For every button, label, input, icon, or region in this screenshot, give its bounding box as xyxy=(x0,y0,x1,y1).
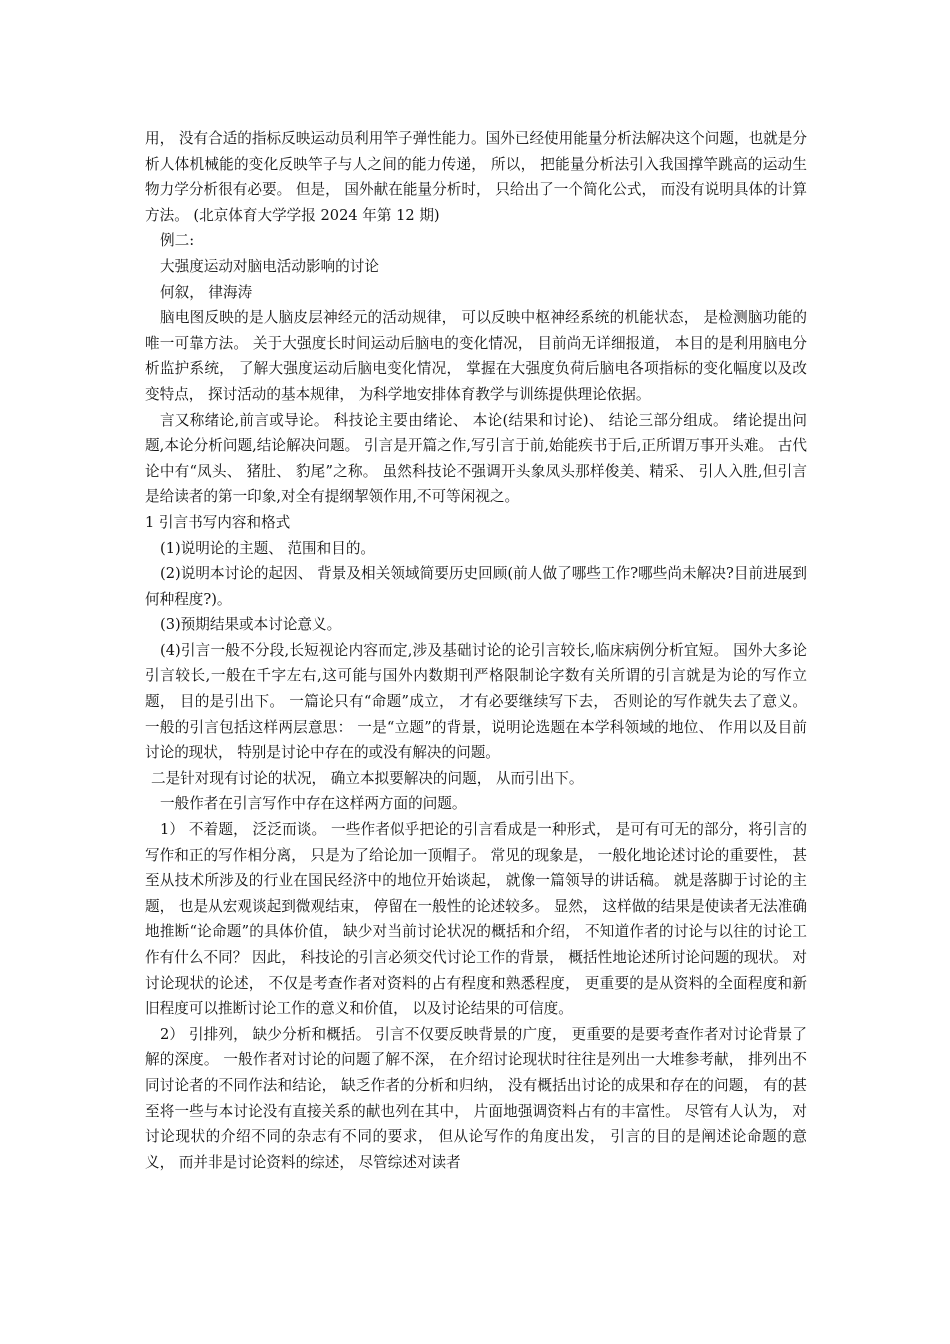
list-item: (2)说明本讨论的起因、 背景及相关领域简要历史回顾(前人做了哪些工作?哪些尚未解决?目前进展到何种程度?)。 xyxy=(145,565,807,608)
section-heading: 1 引言书写内容和格式 xyxy=(145,513,291,531)
example-abstract: 脑电图反映的是人脑皮层神经元的活动规律， 可以反映中枢神经系统的机能状态， 是检测脑功能的唯一可靠方法。 关于大强度长时间运动后脑电的变化情况， 目前尚无详细报道， 本目的是利用脑电分析监护系统， 了解大强度运动后脑电变化情况， 掌握在大强度负荷后脑电各项指标的变化幅度以及改变特点， 探讨活动的基本规律， 为科学地安排体育教学与训练提供理论依据。 xyxy=(145,309,807,403)
paragraph-continued: 用， 没有合适的指标反映运动员利用竿子弹性能力。国外已经使用能量分析法解决这个问题，也就是分析人体机械能的变化反映竿子与人之间的能力传递， 所以， 把能量分析法引入我国撑竿跳高的运动生物力学分析很有必要。 但是， 国外献在能量分析时， 只给出了一个简化公式， 而没有说明具体的计算方法。 (北京体育大学学报 2024 年第 12 期) xyxy=(145,130,807,224)
list-item: (1)说明论的主题、 范围和目的。 xyxy=(160,539,376,557)
example-title: 大强度运动对脑电活动影响的讨论 xyxy=(160,257,379,275)
problem-item: 2） 引排列， 缺少分析和概括。 引言不仅要反映背景的广度， 更重要的是要考查作者对讨论背景了解的深度。 一般作者对讨论的问题了解不深， 在介绍讨论现状时往往是列出一大堆参考献， 排列出不同讨论者的不同作法和结论， 缺乏作者的分析和归纳， 没有概括出讨论的成果和存在的问题， 有的甚至将一些与本讨论没有直接关系的献也列在其中， 片面地强调资料占有的丰富性。 尽管有人认为， 对讨论现状的介绍不同的杂志有不同的要求， 但从论写作的角度出发， 引言的目的是阐述论命题的意义， 而并非是讨论资料的综述， 尽管综述对读者 xyxy=(145,1025,807,1171)
document-body xyxy=(145,126,807,1175)
paragraph-introduction: 言又称绪论,前言或导论。 科技论主要由绪论、 本论(结果和讨论)、 结论三部分组成。 绪论提出问题,本论分析问题,结论解决问题。 引言是开篇之作,写引言于前,始能疾书于后,正所谓万事开头难。 古代论中有“凤头、 猪肚、 豹尾”之称。 虽然科技论不强调开头象凤头那样俊美、精采、 引人入胜,但引言是给读者的第一印象,对全有提纲挈领作用,不可等闲视之。 xyxy=(145,411,807,506)
paragraph-continued: 二是针对现有讨论的状况， 确立本拟要解决的问题， 从而引出下。 xyxy=(151,769,584,787)
paragraph: 一般作者在引言写作中存在这样两方面的问题。 xyxy=(160,795,467,813)
list-item: (3)预期结果或本讨论意义。 xyxy=(160,616,342,634)
example-authors: 何叙， 律海涛 xyxy=(160,283,253,301)
list-item: (4)引言一般不分段,长短视论内容而定,涉及基础讨论的论引言较长,临床病例分析宜短。 国外大多论引言较长,一般在千字左右,这可能与国外内数期刊严格限制论字数有关所谓的引言就是为论的写作立题， 目的是引出下。 一篇论只有“命题”成立， 才有必要继续写下去， 否则论的写作就失去了意义。 一般的引言包括这样两层意思： 一是“立题”的背景，说明论选题在本学科领域的地位、 作用以及目前讨论的现状， 特别是讨论中存在的或没有解决的问题。 xyxy=(145,641,807,762)
problem-item: 1） 不着题， 泛泛而谈。 一些作者似乎把论的引言看成是一种形式， 是可有可无的部分，将引言的写作和正的写作相分离， 只是为了给论加一顶帽子。 常见的现象是， 一般化地论述讨论的重要性， 甚至从技术所涉及的行业在国民经济中的地位开始谈起， 就像一篇领导的讲话稿。 就是落脚于讨论的主题， 也是从宏观谈起到微观结束， 停留在一般性的论述较多。 显然， 这样做的结果是使读者无法准确地推断“论命题”的具体价值， 缺少对当前讨论状况的概括和介绍， 不知道作者的讨论与以往的讨论工作有什么不同？ 因此， 科技论的引言必须交代讨论工作的背景， 概括性地论述所讨论问题的现状。 对讨论现状的论述， 不仅是考查作者对资料的占有程度和熟悉程度， 更重要的是从资料的全面程度和新旧程度可以推断讨论工作的意义和价值， 以及讨论结果的可信度。 xyxy=(145,821,807,1018)
example-label: 例二: xyxy=(160,232,195,250)
